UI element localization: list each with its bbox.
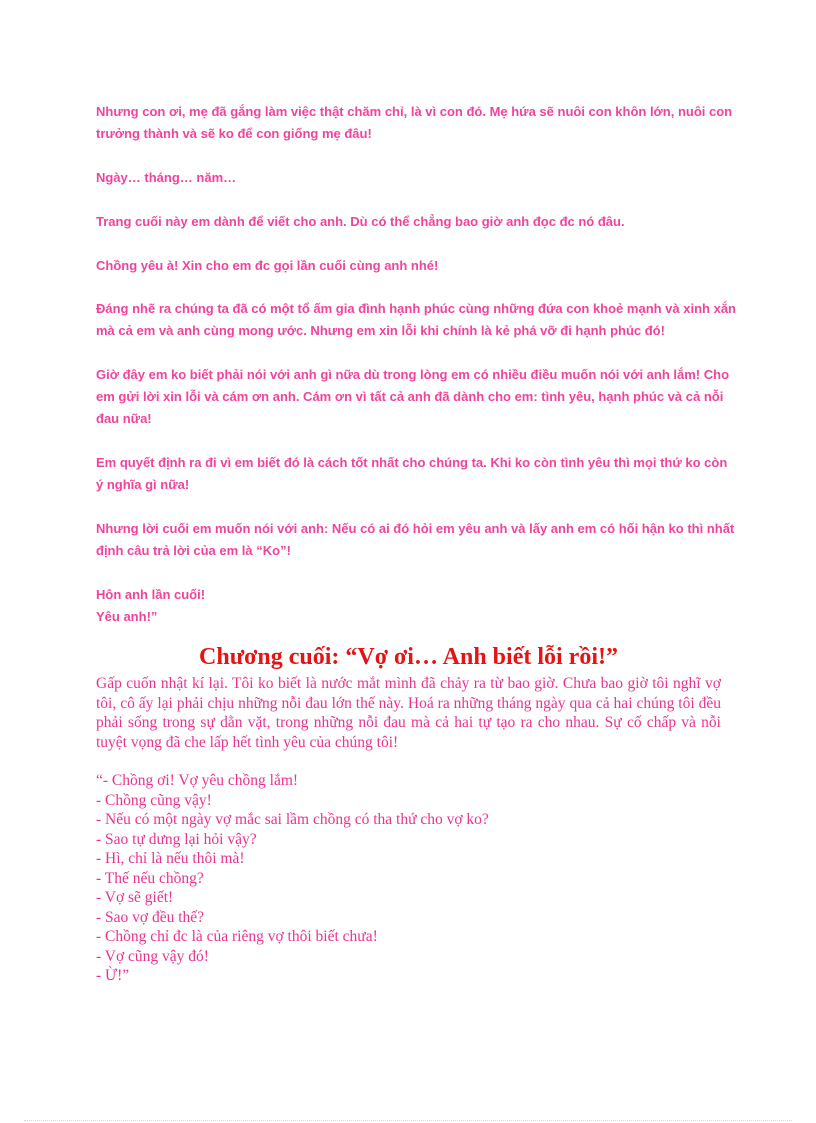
- dialogue-line: - Chồng cũng vậy!: [96, 791, 212, 809]
- final-chapter-section: [96, 640, 721, 986]
- dialogue-line: - Ừ!”: [96, 967, 130, 984]
- dialogue-list: [96, 771, 721, 986]
- dialogue-line: - Thế nếu chồng?: [96, 869, 204, 887]
- diary-paragraph-happy-home: Đáng nhẽ ra chúng ta đã có một tổ ấm gia đình hạnh phúc cùng những đứa con khoẻ mạnh và xinh xắn mà cả em và anh cùng mong ước. Nhưng em xin lỗi khi chính là kẻ phá vỡ đi hạnh phúc đó!: [96, 301, 736, 338]
- dialogue-line: - Sao vợ đều thế?: [96, 908, 205, 926]
- diary-closing-kiss: Hôn anh lần cuối!: [96, 587, 206, 602]
- diary-paragraph-mother-promise: Nhưng con ơi, mẹ đã gắng làm việc thật chăm chỉ, là vì con đó. Mẹ hứa sẽ nuôi con khôn lớn, nuôi con trưởng thành và sẽ ko để con giống mẹ đâu!: [96, 104, 733, 141]
- diary-paragraph-call-husband: Chồng yêu à! Xin cho em đc gọi lần cuối cùng anh nhé!: [96, 258, 439, 273]
- diary-closing-love: Yêu anh!”: [96, 609, 158, 624]
- dialogue-line: - Chồng chỉ đc là của riêng vợ thôi biết chưa!: [96, 928, 378, 945]
- diary-paragraph-decision: Em quyết định ra đi vì em biết đó là cách tốt nhất cho chúng ta. Khi ko còn tình yêu thì mọi thứ ko còn ý nghĩa gì nữa!: [96, 455, 728, 492]
- dialogue-line: - Hì, chỉ là nếu thôi mà!: [96, 850, 245, 867]
- chapter-title: Chương cuối: “Vợ ơi… Anh biết lỗi rồi!”: [199, 644, 618, 670]
- dialogue-line: - Vợ sẽ giết!: [96, 889, 174, 906]
- diary-paragraph-last-words: Nhưng lời cuối em muốn nói với anh: Nếu có ai đó hỏi em yêu anh và lấy anh em có hối hận ko thì nhất định câu trả lời của em là “Ko”!: [96, 521, 735, 558]
- diary-paragraph-last-page: Trang cuối này em dành để viết cho anh. Dù có thể chẳng bao giờ anh đọc đc nó đâu.: [96, 214, 625, 229]
- diary-date-line: Ngày… tháng… năm…: [96, 170, 237, 185]
- page-bottom-divider: [24, 1120, 792, 1121]
- chapter-intro-paragraph: Gấp cuốn nhật kí lại. Tôi ko biết là nước mắt mình đã chảy ra từ bao giờ. Chưa bao giờ tôi nghĩ vợ tôi, cô ấy lại phải chịu những nỗi đau lớn thế này. Hoá ra những tháng ngày qua cả hai chúng tôi đều phải sống trong sự dằn vặt, trong những nỗi đau mà cả hai tự tạo ra cho nhau. Sự cố chấp và nỗi tuyệt vọng đã che lấp hết tình yêu của chúng tôi!: [96, 675, 721, 751]
- dialogue-line: - Sao tự dưng lại hỏi vậy?: [96, 830, 257, 848]
- dialogue-line: - Vợ cũng vậy đó!: [96, 947, 209, 965]
- diary-paragraph-apology: Giờ đây em ko biết phải nói với anh gì nữa dù trong lòng em có nhiều điều muốn nói với anh lắm! Cho em gửi lời xin lỗi và cám ơn anh. Cám ơn vì tất cả anh đã dành cho em: tình yêu, hạnh phúc và cả nỗi đau nữa!: [96, 367, 730, 426]
- dialogue-line: “- Chồng ơi! Vợ yêu chồng lắm!: [96, 772, 299, 789]
- dialogue-line: - Nếu có một ngày vợ mắc sai lầm chồng có tha thứ cho vợ ko?: [96, 811, 489, 828]
